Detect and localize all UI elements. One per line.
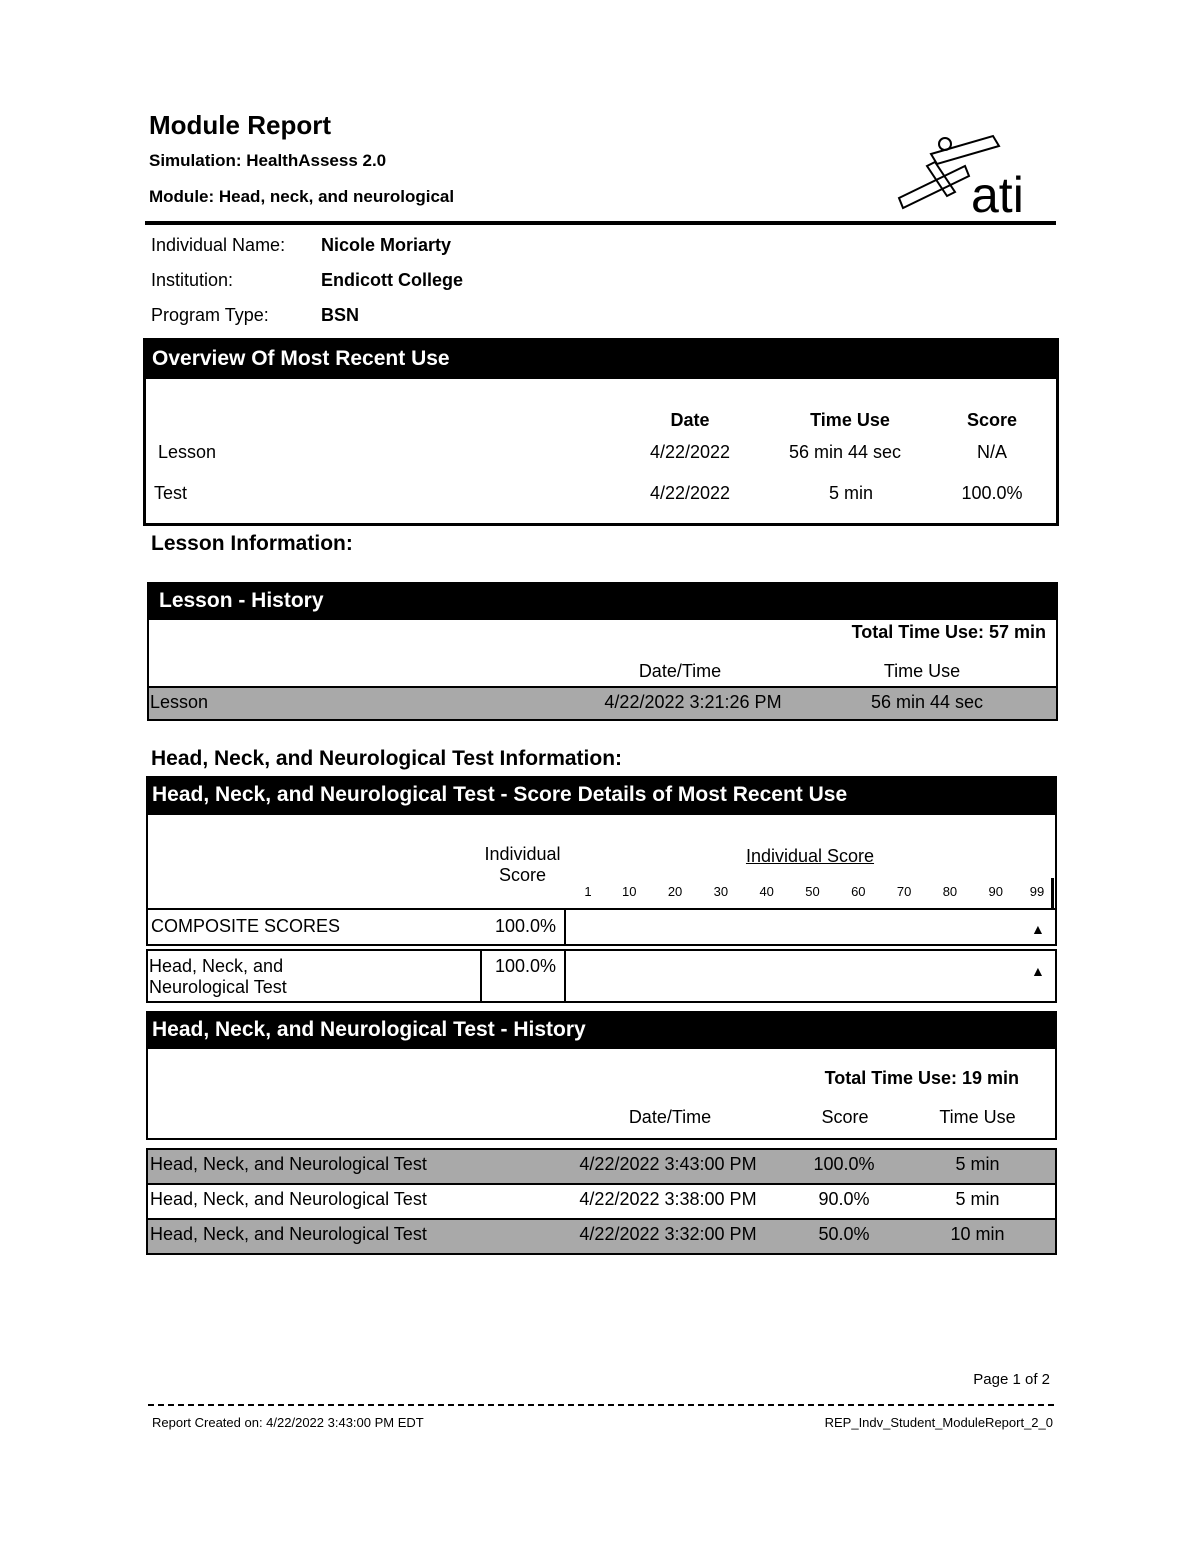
header-rule <box>145 221 1056 225</box>
overview-row-test-time: 5 min <box>828 483 873 503</box>
overview-row-lesson-score: N/A <box>976 442 1007 462</box>
test-info-heading: Head, Neck, and Neurological Test Information: <box>151 747 623 770</box>
test-history-row-time: 5 min <box>955 1154 1000 1174</box>
module-line: Module: Head, neck, and neurological <box>149 187 455 206</box>
scale-tick-70: 70 <box>896 884 912 899</box>
scale-tick-90: 90 <box>988 884 1003 899</box>
scale-tick-60: 60 <box>851 884 866 899</box>
test-history-row-score: 50.0% <box>818 1224 870 1244</box>
scale-tick-30: 30 <box>713 884 729 899</box>
composite-score-marker: ▲ <box>1031 921 1045 937</box>
test-score-marker: ▲ <box>1031 963 1045 979</box>
scale-tick-80: 80 <box>942 884 958 899</box>
overview-row-lesson-time: 56 min 44 sec <box>788 442 902 462</box>
overview-title: Overview Of Most Recent Use <box>146 341 1056 379</box>
page-number: Page 1 of 2 <box>973 1371 1050 1388</box>
lesson-col-timeuse: Time Use <box>883 661 961 681</box>
institution-label: Institution: <box>151 270 234 290</box>
scale-tick-10: 10 <box>622 884 637 899</box>
lesson-row-datetime: 4/22/2022 3:21:26 PM <box>604 692 782 712</box>
overview-row-lesson-date: 4/22/2022 <box>649 442 731 462</box>
test-history-row-datetime: 4/22/2022 3:43:00 PM <box>579 1154 757 1174</box>
overview-row-test-label: Test <box>154 483 188 503</box>
overview-row-test-score: 100.0% <box>961 483 1023 503</box>
test-history-row-label: Head, Neck, and Neurological Test <box>150 1189 427 1209</box>
page-title: Module Report <box>149 110 331 140</box>
overview-row-lesson-label: Lesson <box>158 442 217 462</box>
test-history-row-time: 10 min <box>950 1224 1005 1244</box>
overview-col-timeuse: Time Use <box>810 410 890 430</box>
overview-col-score: Score <box>966 410 1018 430</box>
footer-divider <box>148 1404 1054 1406</box>
individual-name-value: Nicole Moriarty <box>321 235 452 255</box>
individual-score-col-header: Individual Score <box>484 844 561 885</box>
scale-tick-1: 1 <box>584 884 592 899</box>
test-total-time: Total Time Use: 19 min <box>824 1068 1019 1088</box>
test-score-value: 100.0% <box>494 956 556 976</box>
individual-name-label: Individual Name: <box>151 235 286 255</box>
test-col-score: Score <box>821 1107 869 1127</box>
report-id: REP_Indv_Student_ModuleReport_2_0 <box>824 1415 1053 1430</box>
score-details-title: Head, Neck, and Neurological Test - Score Details of Most Recent Use <box>148 778 1055 815</box>
composite-scores-label: COMPOSITE SCORES <box>151 916 341 936</box>
institution-value: Endicott College <box>321 270 464 290</box>
test-history-row-time: 5 min <box>955 1189 1000 1209</box>
test-col-datetime: Date/Time <box>628 1107 712 1127</box>
scale-tick-50: 50 <box>805 884 820 899</box>
individual-score-scale-title: Individual Score <box>745 846 875 866</box>
test-history-row-datetime: 4/22/2022 3:38:00 PM <box>579 1189 757 1209</box>
lesson-history-title: Lesson - History <box>149 584 1056 620</box>
ati-logo-text: ati <box>971 167 1024 216</box>
scale-tick-20: 20 <box>667 884 683 899</box>
lesson-row-time: 56 min 44 sec <box>870 692 984 712</box>
program-type-value: BSN <box>321 305 360 325</box>
scale-end-bar <box>1051 878 1054 908</box>
composite-scores-value: 100.0% <box>494 916 556 936</box>
test-col-timeuse: Time Use <box>939 1107 1016 1127</box>
simulation-line: Simulation: HealthAssess 2.0 <box>149 151 387 170</box>
overview-col-date: Date <box>670 410 710 430</box>
overview-row-test-date: 4/22/2022 <box>649 483 731 503</box>
lesson-col-datetime: Date/Time <box>638 661 722 681</box>
lesson-row-label: Lesson <box>150 692 209 712</box>
scale-tick-40: 40 <box>759 884 774 899</box>
scale-tick-99: 99 <box>1029 884 1045 899</box>
test-history-row-score: 90.0% <box>818 1189 870 1209</box>
lesson-total-time: Total Time Use: 57 min <box>851 622 1046 642</box>
ati-logo <box>895 132 1055 216</box>
program-type-label: Program Type: <box>151 305 269 325</box>
test-history-row-score: 100.0% <box>813 1154 875 1174</box>
test-history-row-label: Head, Neck, and Neurological Test <box>150 1154 427 1174</box>
test-history-row-label: Head, Neck, and Neurological Test <box>150 1224 427 1244</box>
lesson-info-heading: Lesson Information: <box>151 532 353 555</box>
test-score-label: Head, Neck, and Neurological Test <box>149 956 287 997</box>
test-history-title: Head, Neck, and Neurological Test - History <box>148 1013 1055 1049</box>
report-created: Report Created on: 4/22/2022 3:43:00 PM EDT <box>152 1415 424 1430</box>
test-history-row-datetime: 4/22/2022 3:32:00 PM <box>579 1224 757 1244</box>
